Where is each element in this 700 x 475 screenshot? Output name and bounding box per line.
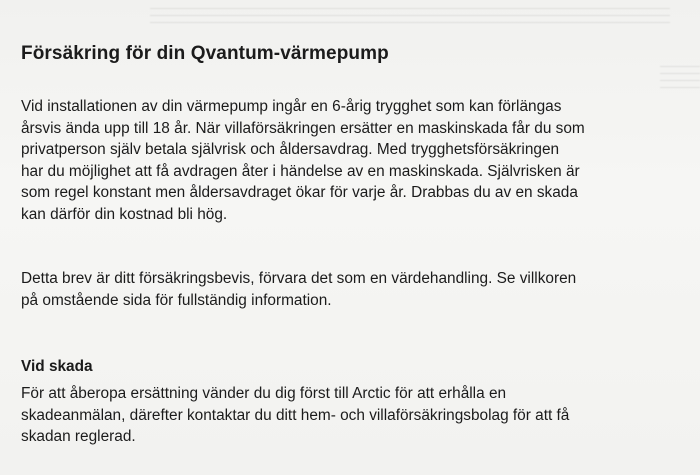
document-title: Försäkring för din Qvantum-värmepump [21,43,389,64]
paragraph-line: För att åberopa ersättning vänder du dig först till Arctic för att erhålla en [21,385,507,402]
certificate-paragraph [21,268,641,311]
bleed-through-decoration [150,2,670,42]
claims-paragraph [21,383,641,448]
section-heading: Vid skada [21,358,93,375]
paragraph-line: årsvis ända upp till 18 år. När villaförsäkringen ersätter en maskinskada får du som [21,119,585,137]
paragraph-line: på omstående sida för fullständig information. [21,291,332,309]
paragraph-line: skadan reglerad. [21,428,136,445]
paragraph-line: privatperson själv betala självrisk och åldersavdrag. Med trygghetsförsäkringen [21,141,560,158]
paragraph-line: skadeanmälan, därefter kontaktar du ditt hem- och villaförsäkringsbolag för att få [21,406,570,424]
paragraph-line: kan därför din kostnad bli hög. [21,205,228,223]
paragraph-line: som regel konstant men åldersavdraget ökar för varje år. Drabbas du av en skada [21,184,578,201]
paragraph-line: Vid installationen av din värmepump ingår en 6-årig trygghet som kan förlängas [21,98,562,115]
paragraph-line: Detta brev är ditt försäkringsbevis, förvara det som en värdehandling. Se villkoren [21,270,577,287]
bleed-through-decoration [660,60,700,440]
paragraph-line: har du möjlighet att få avdragen åter i händelse av en maskinskada. Självrisken är [21,162,580,180]
intro-paragraph [21,96,641,225]
